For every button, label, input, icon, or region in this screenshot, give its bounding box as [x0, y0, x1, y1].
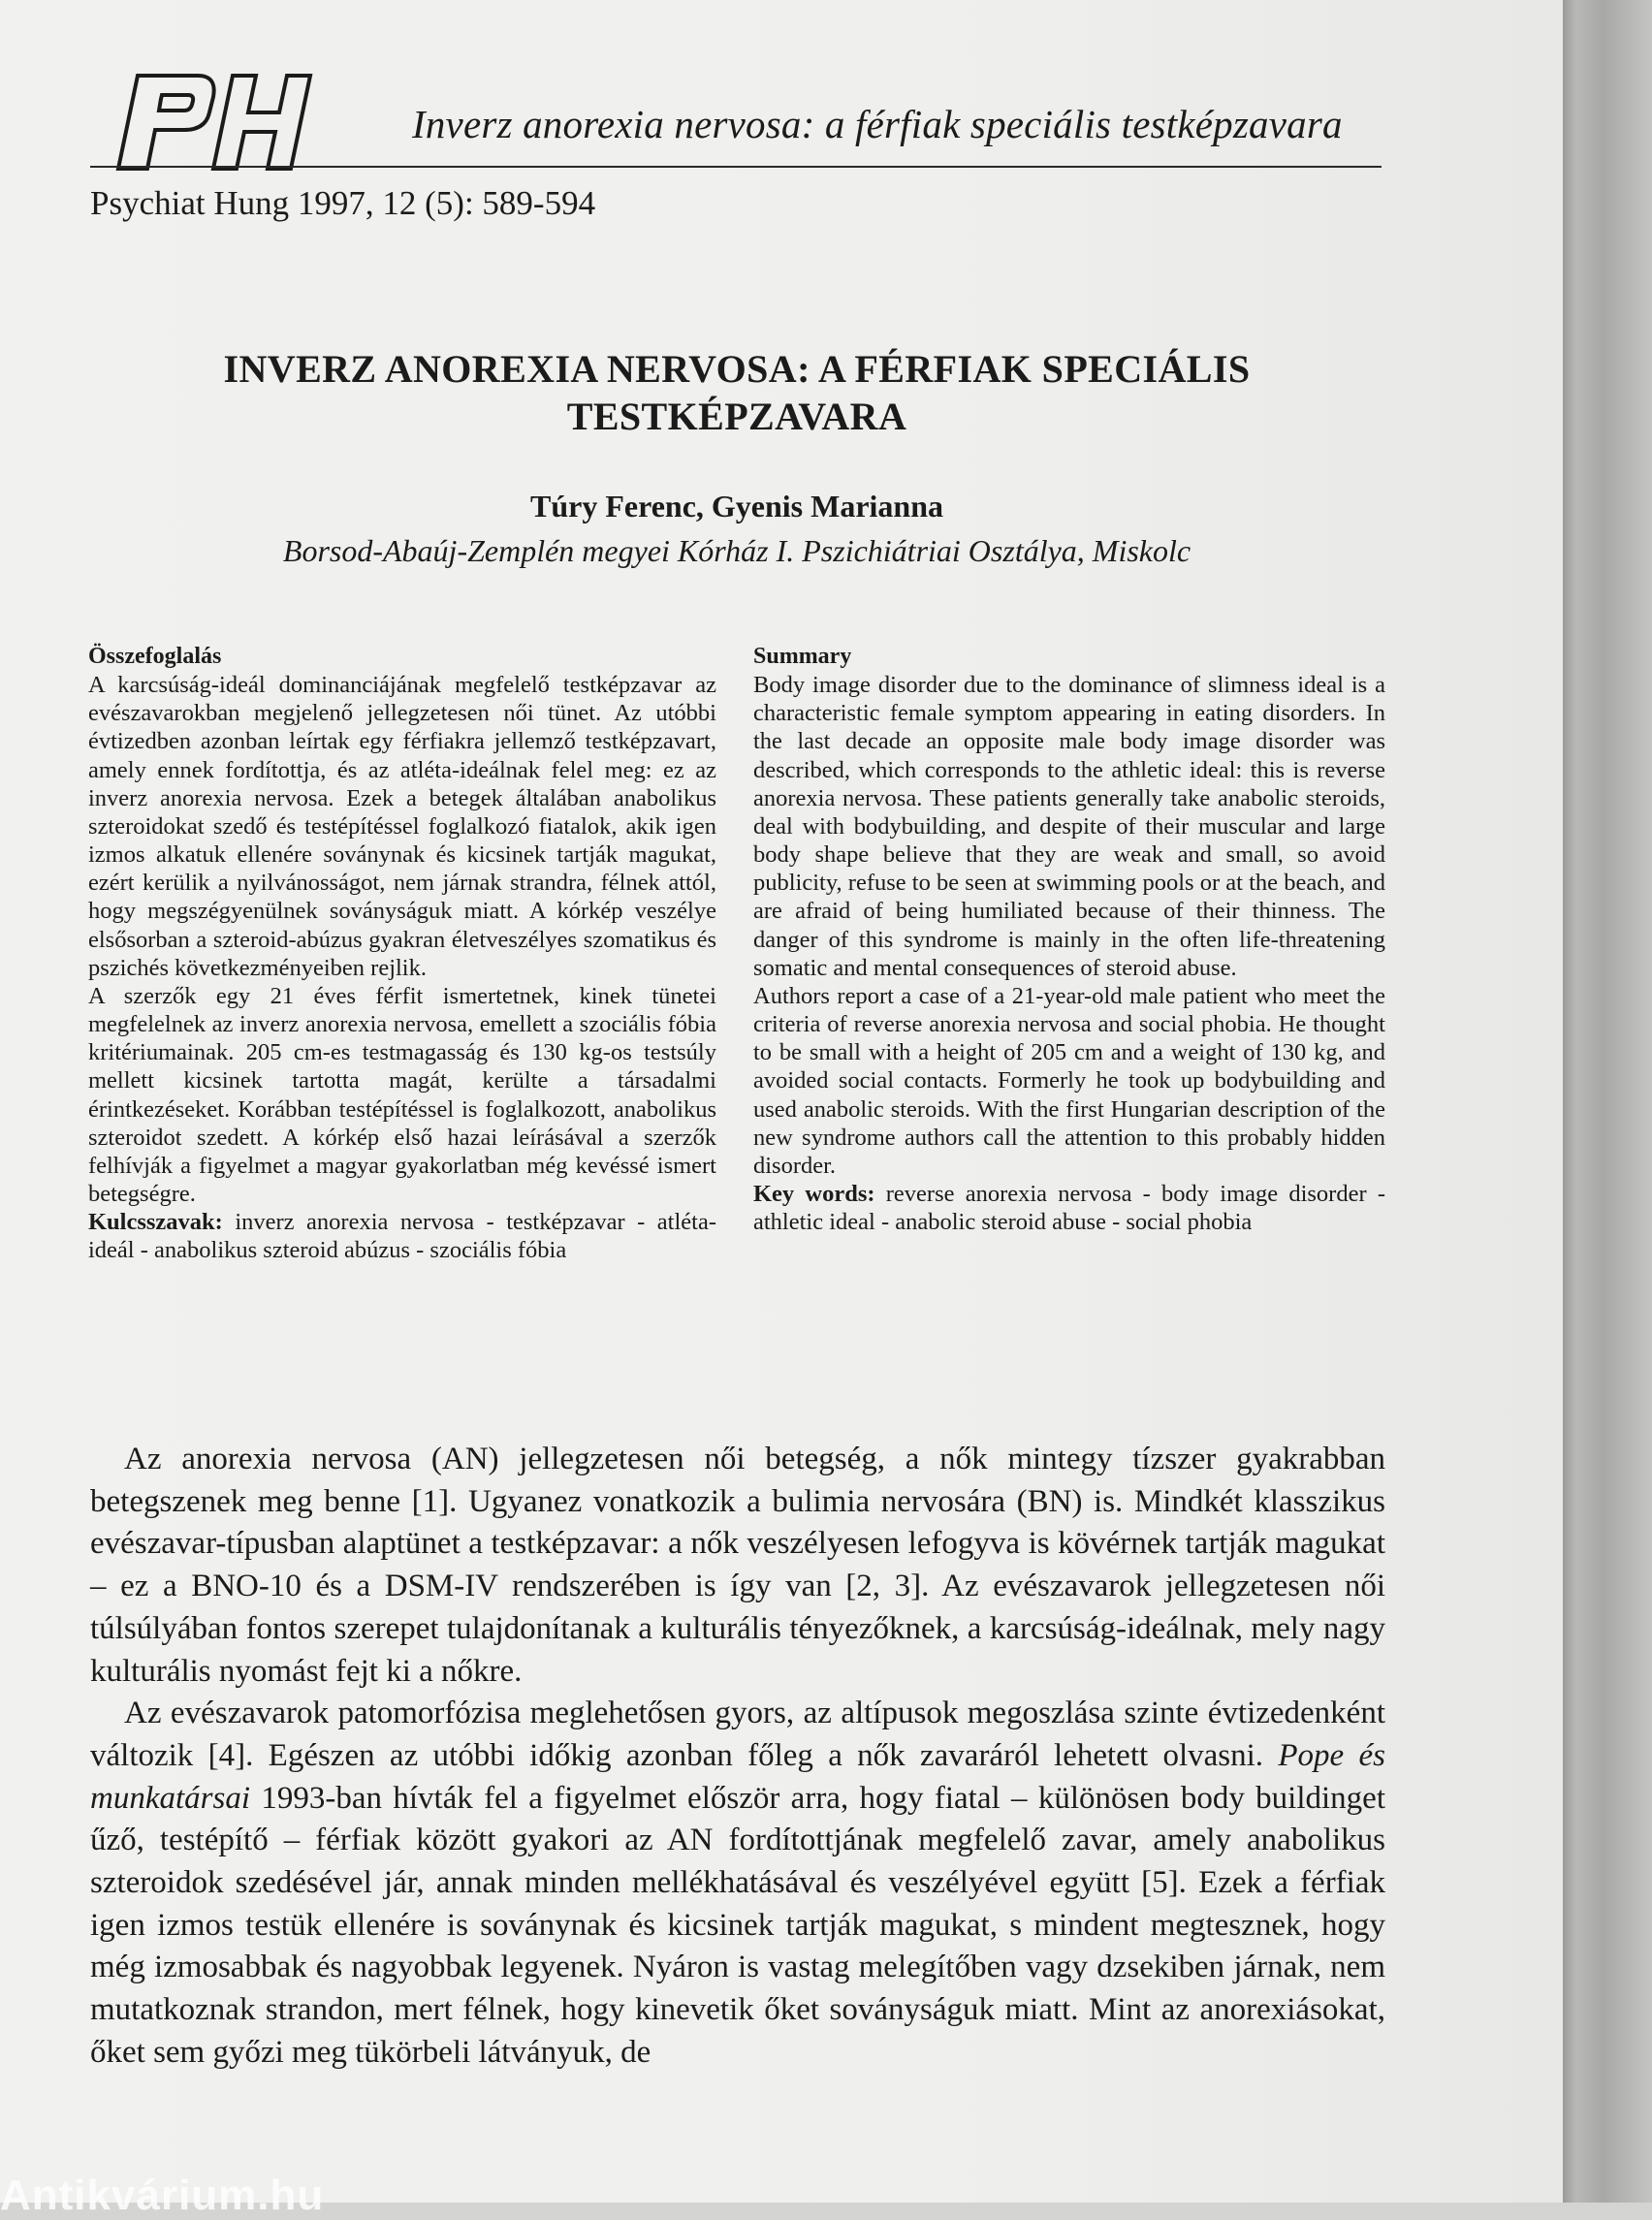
- abstract-hungarian: [88, 643, 716, 1264]
- body-paragraph-2-italic: Pope és munkatársai: [90, 1737, 1386, 1816]
- abstract-en-keywords-text: reverse anorexia nervosa - body image disorder - athletic ideal - anabolic steroid abuse - social phobia: [753, 1180, 1386, 1236]
- abstract-hu-paragraph-1: A karcsúság-ideál dominanciájának megfelelő testképzavar az evészavarokban megjelenő jellegzetesen női tünet. Az utóbbi évtizedben azonban leírtak egy férfiakra jellemző testképzavart, amely ennek fordítottja, és az atléta-ideálnak felel meg: ez az inverz anorexia nervosa. Ezek a betegek általában anabolikus szteroidokat szedő és testépítéssel foglalkozó fiatalok, akik igen izmos alkatuk ellenére soványnak és kicsinek tartják magukat, ezért kerülik a nyilvánosságot, nem járnak strandra, félnek attól, hogy megszégyenülnek soványságuk miatt. A kórkép veszélye elsősorban a szteroid-abúzus gyakran életveszélyes szomatikus és pszichés következményeiben rejlik.: [88, 672, 716, 981]
- page-edge-shadow: [1563, 0, 1652, 2203]
- abstract-en-keywords-label: Key words:: [753, 1180, 875, 1207]
- body-paragraph-2-start: Az evészavarok patomorfózisa meglehetősen gyors, az altípusok megoszlása szinte évtizedenként változik [4]. Egészen az utóbbi időkig azonban főleg a nők zavaráról lehetett olvasni.: [90, 1696, 1385, 1773]
- abstract-hu-heading: Összefoglalás: [88, 644, 222, 669]
- journal-logo: [105, 68, 318, 176]
- running-title: Inverz anorexia nervosa: a férfiak speciális testképzavara: [412, 102, 1343, 146]
- header-rule: [90, 166, 1382, 168]
- abstract-english: [753, 643, 1385, 1236]
- abstract-en-paragraph-2: Authors report a case of a 21-year-old male patient who meet the criteria of reverse anorexia nervosa and social phobia. He thought to be small with a height of 205 cm and a weight of 130 kg, and avoided social contacts. Formerly he took up bodybuilding and used anabolic steroids. With the first Hungarian description of the new syndrome authors call the attention to this probably hidden disorder.: [753, 982, 1385, 1179]
- article-title: [136, 345, 1338, 440]
- abstract-hu-keywords-text: inverz anorexia nervosa - testképzavar - atléta-ideál - anabolikus szteroid abúzus - szociális fóbia: [88, 1209, 716, 1264]
- article-body: [90, 1439, 1385, 2075]
- body-paragraph-1: Az anorexia nervosa (AN) jellegzetesen női betegség, a nők mintegy tízszer gyakrabban betegszenek meg benne [1]. Ugyanez vonatkozik a bulimia nervosára (BN) is. Mindkét klasszikus evészavar-típusban alaptünet a testképzavar: a nők veszélyesen lefogyva is kövérnek tartják magukat – ez a BNO-10 és a DSM-IV rendszerében is így van [2, 3]. Az evészavarok jellegzetesen női túlsúlyában fontos szerepet tulajdonítanak a kulturális tényezőknek, a karcsúság-ideálnak, mely nagy kulturális nyomást fejt ki a nőkre.: [90, 1442, 1385, 1689]
- watermark: Antikvárium.hu: [0, 2172, 325, 2219]
- abstract-hu-keywords-label: Kulcsszavak:: [88, 1209, 223, 1236]
- abstract-hu-keywords: [88, 1208, 716, 1264]
- authors: Túry Ferenc, Gyenis Marianna: [529, 489, 944, 523]
- abstract-en-keywords: [753, 1180, 1385, 1236]
- affiliation: Borsod-Abaúj-Zemplén megyei Kórház I. Pszichiátriai Osztálya, Miskolc: [282, 533, 1191, 568]
- abstract-en-paragraph-1: Body image disorder due to the dominance of slimness ideal is a characteristic female symptom appearing in eating disorders. In the last decade an opposite male body image disorder was described, which corresponds to the athletic ideal: this is reverse anorexia nervosa. These patients generally take anabolic steroids, deal with bodybuilding, and despite of their muscular and large body shape believe that they are weak and small, so avoid publicity, refuse to be seen at swimming pools or at the beach, and are afraid of being humiliated because of their thinness. The danger of this syndrome is mainly in the often life-threatening somatic and mental consequences of steroid abuse.: [753, 672, 1385, 981]
- article-title-line-1: INVERZ ANOREXIA NERVOSA: A FÉRFIAK SPECIÁLIS: [223, 347, 1251, 391]
- body-paragraph-2-end: 1993-ban hívták fel a figyelmet először arra, hogy fiatal – különösen body buildinget űző, testépítő – férfiak között gyakori az AN fordítottjának megfelelő zavar, amely anabolikus szteroidok szedésével jár, annak minden mellékhatásával és veszélyével együtt [5]. Ezek a férfiak igen izmos testük ellenére is soványnak és kicsinek tartják magukat, s mindent megtesznek, hogy még izmosabbak és nagyobbak legyenek. Nyáron is vastag melegítőben vagy dzsekiben járnak, nem mutatkoznak strandon, mert félnek, hogy kinevetik őket soványságuk miatt. Mint az anorexiásokat, őket sem győzi meg tükörbeli látványuk, de: [90, 1780, 1385, 2070]
- article-title-line-2: TESTKÉPZAVARA: [566, 395, 907, 438]
- abstract-hu-paragraph-2: A szerzők egy 21 éves férfit ismertetnek, kinek tünetei megfelelnek az inverz anorexia nervosa, emellett a szociális fóbia kritériumainak. 205 cm-es testmagasság és 130 kg-os testsúly mellett kicsinek tartotta magát, kerülte a társadalmi érintkezéseket. Korábban testépítéssel is foglalkozott, anabolikus szteroidot szedett. A kórkép első hazai leírásával a szerzők felhívják a figyelmet a magyar gyakorlatban még kevéssé ismert betegségre.: [88, 982, 716, 1207]
- abstract-en-heading: Summary: [753, 644, 852, 669]
- citation: Psychiat Hung 1997, 12 (5): 589-594: [90, 184, 596, 222]
- body-paragraph-2: [90, 1693, 1385, 2074]
